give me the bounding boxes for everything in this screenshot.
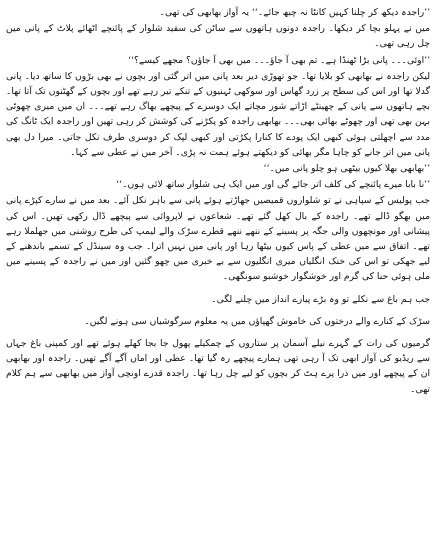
- paragraph-5: ’’بھابھی بھلا کیوں بیٹھی ہو چلو پانی میں۔‘‘: [263, 163, 430, 175]
- paragraph-1: ’’راجدہ دیکھ کر چلنا کہیں کانٹا نہ چبھ جائے۔‘‘ یہ آواز بھابھی کی تھی۔: [159, 7, 430, 18]
- paragraph-7: جب پولیس کے سپاہی نے تو شلواروں قمیصیں جھاڑتے ہوئے پانی سے باہر نکل آئے۔ بعد میں نے سارے کپڑے پانی میں بھگو ڈالے تھے۔ راجدہ کے بال کھل گئے تھے۔ شعاعوں نے لاپروائی سے پیچھے ڈال رکھی تھیں۔ اس کی پیشانی اور مونچھوں والی جگہ پر پسینے کے ننھے ننھے قطرے سڑک والے لیمپ کی طرح روشنی میں جھلملا رہے تھے۔ اتفاق سے میں عطی کے پاس کیوں بیٹھا رہا اور پانی میں نہیں اترا۔ جب وہ سینڈل کے تسمے باندھنے کے لیے جھکی تو اس کی خنک انگلیاں میری انگلیوں سے بے خبری میں چھو گئیں اور میں نے راجدہ کے پسینے میں ملی ہوئی حنا کی گرم اور خوشگوار خوشبو سونگھی۔: [6, 195, 430, 283]
- paragraph-6: ’’نا بابا میرے پائنچے کی کلف اتر جائے گی اور میں ایک ہی شلوار ساتھ لائی ہوں۔‘‘: [116, 179, 430, 191]
- paragraph-2: میں نے پہلو بچا کر دیکھا۔ راجدہ دونوں ہاتھوں سے ساٹن کی سفید شلوار کے پائنچے اٹھائے پلاٹ کے پانی میں چل رہی تھی۔: [6, 23, 430, 50]
- paragraph-10: گرمیوں کی رات کے گہرے نیلے آسمان پر ستاروں کے چمکیلے پھول جا بجا کھلے ہوئے تھے اور کمپنی باغ جہاں سے ریڈیو کی آواز ابھی تک آ رہی تھی ہمارے پیچھے رہ گیا تھا۔ عطی اور اماں آگے آگے تھیں۔ راجدہ اور بھابھی ان کے پیچھے اور میں ذرا پرے ہٹ کر بچوں کو لیے چل رہا تھا۔ راجدہ قدرے اونچی آواز میں بھابھی سے ہم کلام تھی۔: [6, 338, 430, 395]
- paragraph-8: جب ہم باغ سے نکلے تو وہ بڑے پیارے انداز میں چلنے لگی۔: [211, 293, 430, 305]
- paragraph-3: ’’اوئی۔۔۔ پانی بڑا ٹھنڈا ہے۔ تم بھی آ جاؤ۔۔۔ میں بھی آ جاؤں؟ مجھے کیسے؟‘‘: [128, 54, 430, 66]
- paragraph-4: لیکن راجدہ نے بھابھی کو بلایا تھا۔ جو تھوڑی دیر بعد پانی میں اتر گئی اور بچوں نے بھی بڑوں کا ساتھ دیا۔ پانی گدلا تھا اور اس کی سطح پر زرد گھاس اور سوکھی ٹہنیوں کے تنکے تیر رہے تھے اور بچوں کے گھٹنوں تک آتا تھا۔ بچے ہاتھوں سے پانی کے چھینٹے اڑاتے شور مچاتے ایک دوسرے کے پیچھے بھاگ رہے تھے۔۔۔ ان میں میری چھوٹی بہن بھی تھی اور چھوٹے بھائی بھی۔۔۔ بھابھی راجدہ کو پکڑنے کی کوشش کر رہی تھیں اور راجدہ ایک ٹانگ کی مدد سے اچھلتی ہوئی کبھی ایک پودے کا کنارا پکڑتی اور کبھی لپک کر دوسری طرف نکل جاتی۔ میرا دل بھی پانی میں اتر جانے کو چاہا مگر بھائی کو دیکھتے ہوئے ہمت نہ پڑی۔ آخر میں نے عطی سے کہا۔: [6, 70, 430, 158]
- paragraph-9: سڑک کے کنارے والے درختوں کی خاموش گھپاؤں میں یہ معلوم سرگوشیاں سی ہونے لگیں۔: [84, 315, 430, 327]
